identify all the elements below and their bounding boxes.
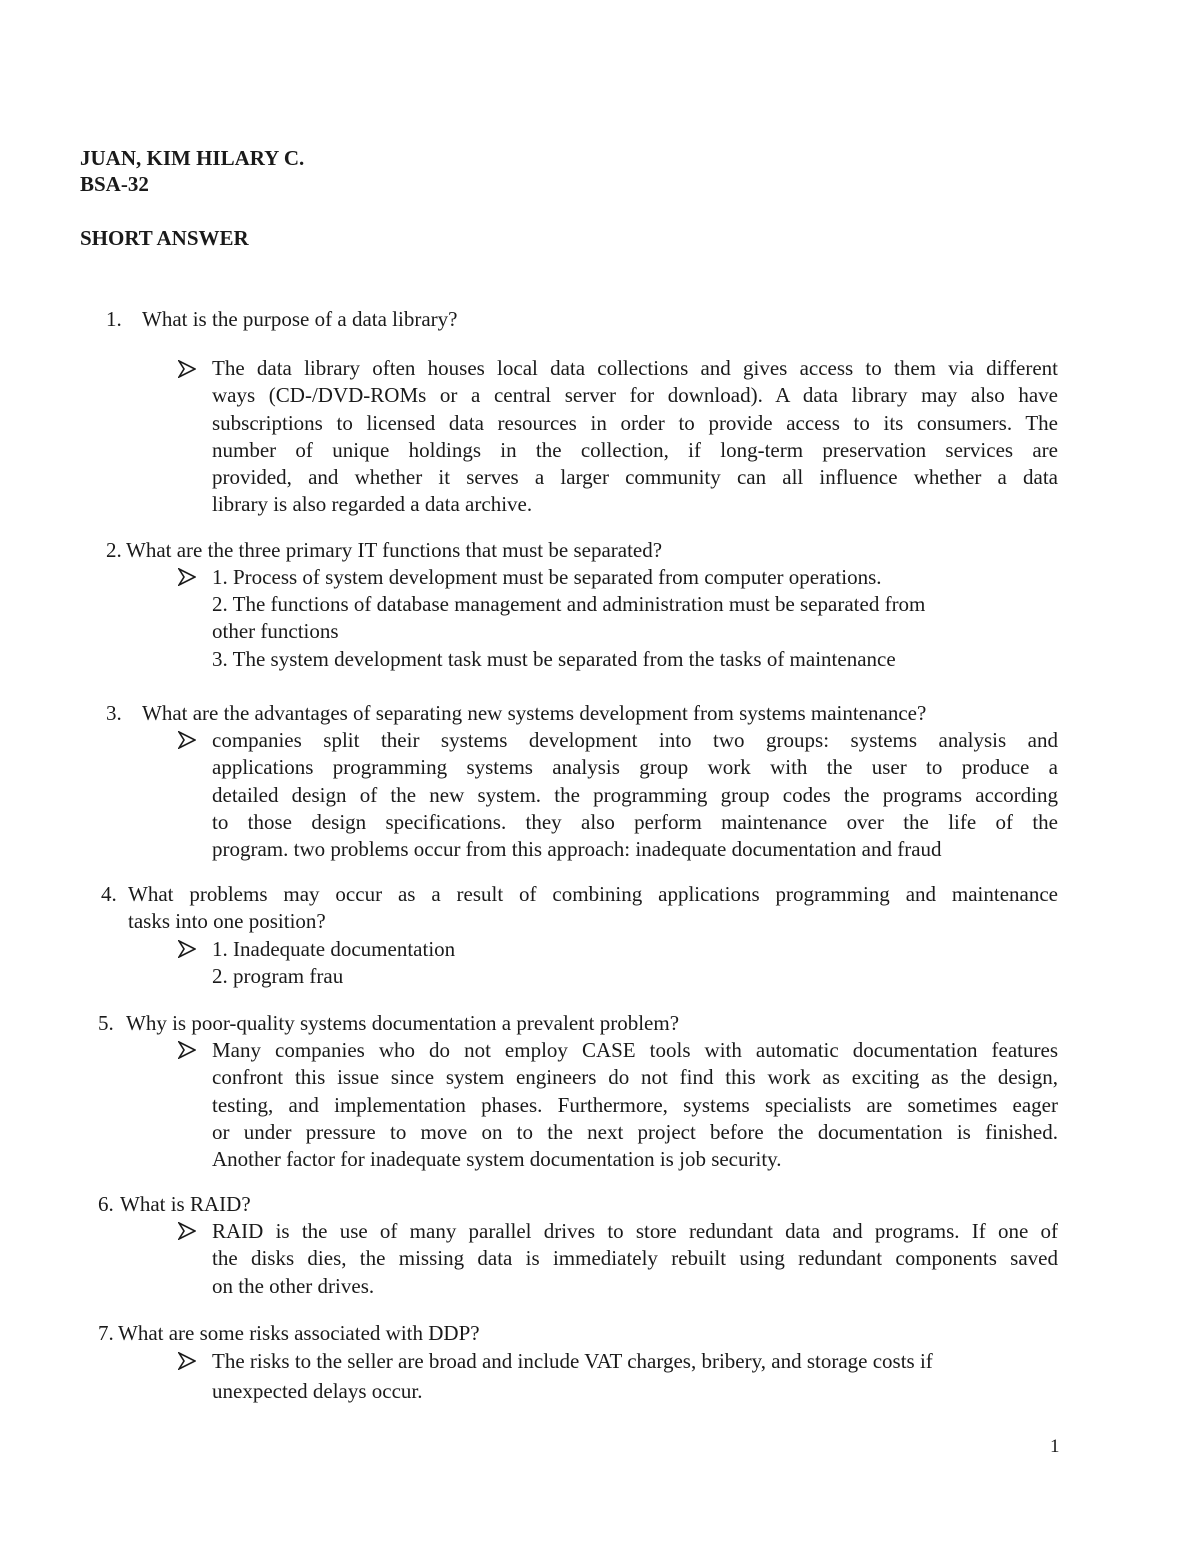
answer-6-line: the disks dies, the missing data is immediately rebuilt using redundant components saved [212, 1246, 1058, 1271]
section-heading: SHORT ANSWER [80, 226, 249, 250]
question-6-text: What is RAID? [120, 1192, 251, 1216]
question-3-number: 3. [106, 701, 122, 725]
answer-7-line: The risks to the seller are broad and include VAT charges, bribery, and storage costs if [212, 1349, 933, 1373]
answer-6-line: on the other drives. [212, 1273, 375, 1298]
question-5-number: 5. [98, 1011, 114, 1035]
answer-2-line: other functions [212, 619, 339, 643]
answer-3-line: applications programming systems analysis group work with the user to produce a [212, 755, 1058, 780]
student-section: BSA-32 [80, 172, 149, 196]
question-6-number: 6. [98, 1192, 114, 1216]
answer-3-line: companies split their systems development into two groups: systems analysis and [212, 728, 1058, 752]
answer-1-line: subscriptions to licensed data resources in order to provide access to its consumers. The [212, 410, 1058, 435]
arrowhead-bullet-icon [178, 360, 198, 380]
answer-1-line: The data library often houses local data collections and gives access to them via different [212, 356, 1058, 380]
question-7-number: 7. [98, 1321, 114, 1345]
answer-2-line: 2. The functions of database management and administration must be separated from [212, 592, 926, 616]
answer-5-line: Another factor for inadequate system documentation is job security. [212, 1147, 782, 1172]
question-4-line: What problems may occur as a result of combining applications programming and maintenance [128, 882, 1058, 906]
arrowhead-bullet-icon [178, 1352, 198, 1372]
page-number: 1 [1050, 1436, 1060, 1457]
arrowhead-bullet-icon [178, 1041, 198, 1061]
answer-2-line: 3. The system development task must be separated from the tasks of maintenance [212, 647, 896, 671]
question-2-text: What are the three primary IT functions that must be separated? [126, 538, 663, 562]
answer-2-line: 1. Process of system development must be separated from computer operations. [212, 565, 882, 589]
answer-6-line: RAID is the use of many parallel drives to store redundant data and programs. If one of [212, 1219, 1058, 1243]
answer-6 [212, 1218, 1058, 1300]
answer-5-line: testing, and implementation phases. Furthermore, systems specialists are sometimes eager [212, 1092, 1058, 1117]
question-5-text: Why is poor-quality systems documentation a prevalent problem? [126, 1011, 680, 1035]
question-4-text [128, 881, 1058, 936]
answer-1-line: provided, and whether it serves a larger community can all influence whether a data [212, 465, 1058, 490]
answer-1 [212, 355, 1058, 519]
answer-4-line: 1. Inadequate documentation [212, 937, 456, 961]
arrowhead-bullet-icon [178, 731, 198, 751]
question-7-text: What are some risks associated with DDP? [118, 1321, 480, 1345]
answer-3-line: program. two problems occur from this approach: inadequate documentation and fraud [212, 837, 942, 862]
answer-4-line: 2. program frau [212, 964, 344, 988]
question-4-line: tasks into one position? [128, 909, 326, 934]
answer-5-line: Many companies who do not employ CASE tools with automatic documentation features [212, 1038, 1058, 1062]
student-name: JUAN, KIM HILARY C. [80, 146, 305, 170]
answer-1-line: library is also regarded a data archive. [212, 492, 533, 517]
question-1-text: What is the purpose of a data library? [142, 307, 458, 331]
answer-5-line: confront this issue since system engineers do not find this work as exciting as the design, [212, 1065, 1058, 1090]
answer-5-line: or under pressure to move on to the next project before the documentation is finished. [212, 1119, 1058, 1144]
arrowhead-bullet-icon [178, 568, 198, 588]
answer-1-line: ways (CD-/DVD-ROMs or a central server for download). A data library may also have [212, 383, 1058, 408]
answer-1-line: number of unique holdings in the collection, if long-term preservation services are [212, 437, 1058, 462]
question-1-number: 1. [106, 307, 122, 331]
question-3-text: What are the advantages of separating new systems development from systems maintenance? [142, 701, 927, 725]
arrowhead-bullet-icon [178, 1222, 198, 1242]
answer-7-line: unexpected delays occur. [212, 1379, 423, 1403]
question-4-number: 4. [101, 882, 117, 906]
question-2-number: 2. [106, 538, 122, 562]
answer-3 [212, 727, 1058, 863]
arrowhead-bullet-icon [178, 940, 198, 960]
answer-3-line: detailed design of the new system. the programming group codes the programs according [212, 782, 1058, 807]
answer-5 [212, 1037, 1058, 1173]
answer-3-line: to those design specifications. they also perform maintenance over the life of the [212, 809, 1058, 834]
